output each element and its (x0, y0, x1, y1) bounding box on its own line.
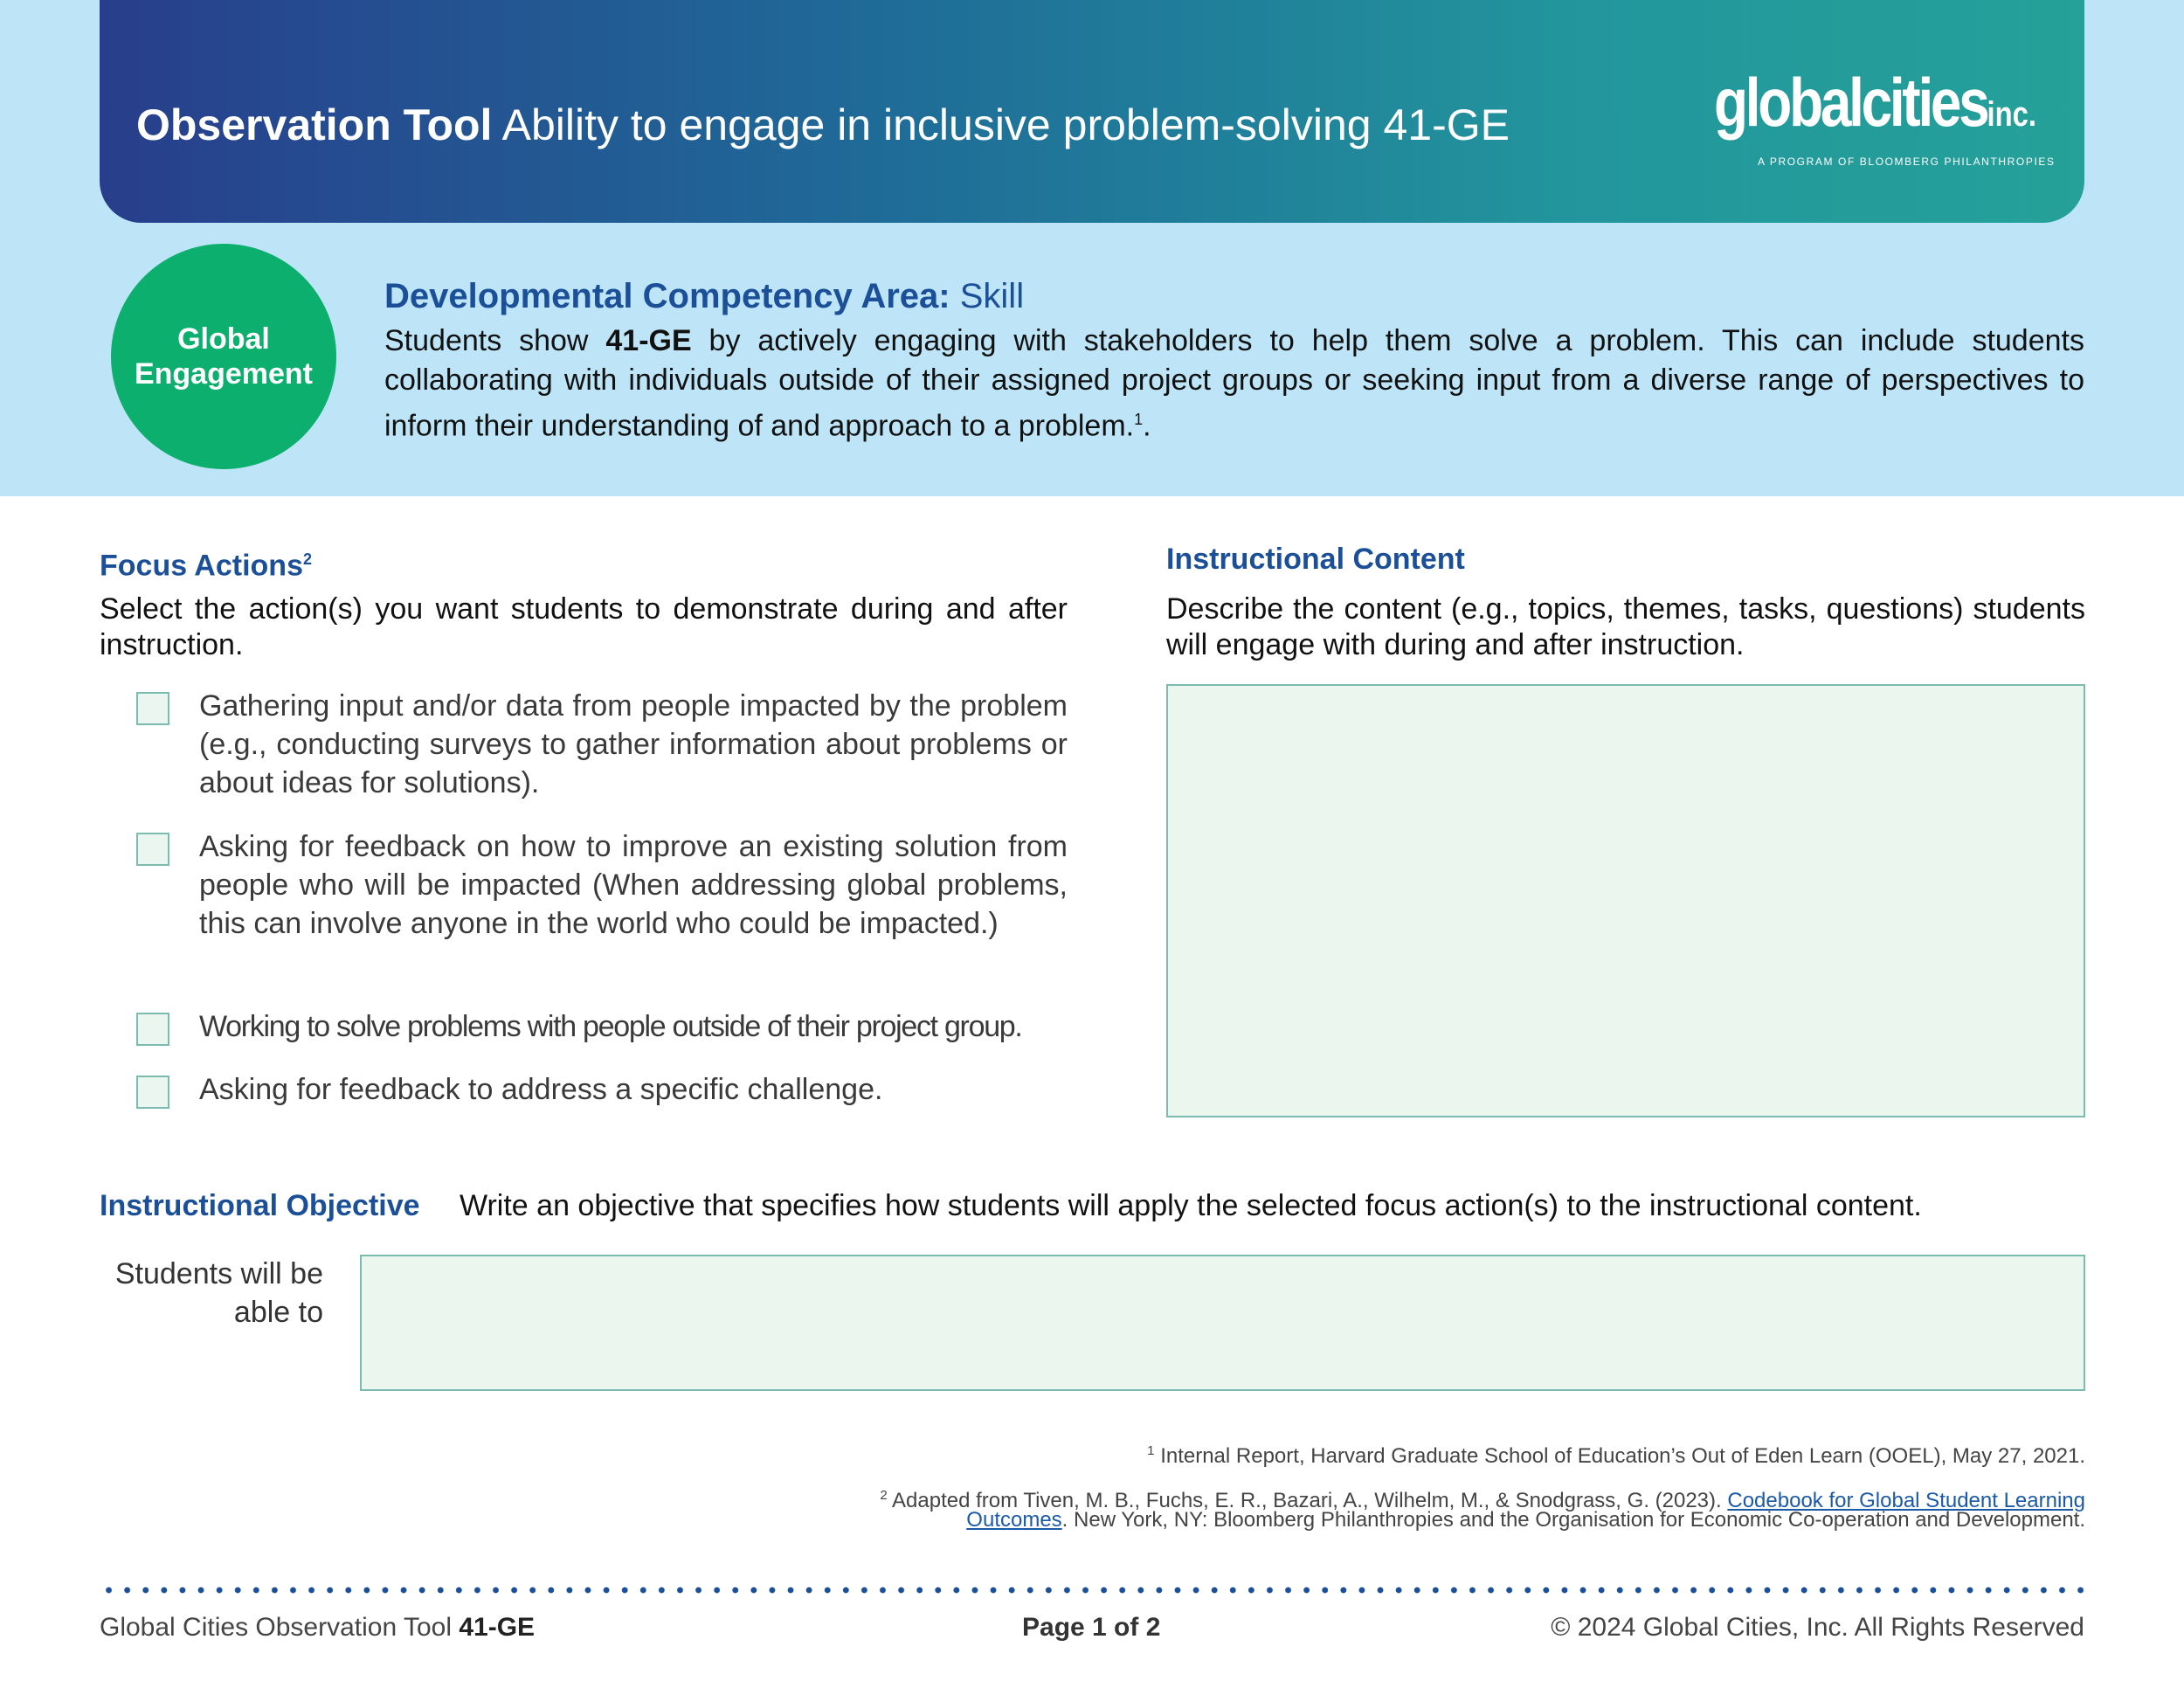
desc-pre: Students show (384, 324, 606, 357)
footer-doc-code: 41-GE (459, 1613, 536, 1642)
footnote-1 (1147, 1438, 2085, 1470)
logo-tagline: A PROGRAM OF BLOOMBERG PHILANTHROPIES (1758, 156, 2056, 168)
footnote-1-number: 1 (1147, 1443, 1155, 1458)
focus-actions-instruction: Select the action(s) you want students to demonstrate during and after instruction. (100, 592, 1068, 661)
instructional-content-instruction: Describe the content (e.g., topics, themes, tasks, questions) students will engage with during and after instruction. (1166, 592, 2085, 661)
page-number: Page 1 of 2 (1022, 1613, 1161, 1642)
focus-action-label: Asking for feedback on how to improve an existing solution from people who will be impacted (When addressing global problems, this can involve anyone in the world who could be impacted.) (199, 830, 1068, 940)
checkbox[interactable] (136, 1076, 169, 1109)
checkbox[interactable] (136, 833, 169, 866)
logo-word: globalcities (1714, 64, 1987, 141)
focus-action-label: Asking for feedback to address a specific challenge. (199, 1073, 883, 1106)
instructional-objective-prompt: Write an objective that specifies how students will apply the selected focus action(s) to the instructional content. (460, 1189, 1922, 1222)
copyright-notice: © 2024 Global Cities, Inc. All Rights Reserved (1551, 1613, 2084, 1642)
focus-action-label: Gathering input and/or data from people impacted by the problem (e.g., conducting surveys to gather information about problems or about ideas for solutions). (199, 689, 1068, 799)
instructional-objective-input[interactable] (360, 1255, 2085, 1391)
footer-doc-title: Global Cities Observation Tool (100, 1613, 452, 1642)
badge-label: Global Engagement (134, 322, 314, 391)
footnote-ref-1[interactable]: 1 (1134, 411, 1144, 428)
global-cities-logo (1714, 54, 2056, 176)
students-will-label: Students will be able to (114, 1257, 323, 1329)
desc-code: 41-GE (605, 324, 692, 357)
codebook-link[interactable]: Codebook for Global Student Learning (1727, 1489, 2085, 1512)
page-title (136, 94, 1510, 156)
competency-description (384, 322, 2084, 446)
footer-document-name (100, 1610, 535, 1645)
focus-actions-title (100, 540, 312, 585)
codebook-link-continued[interactable]: Outcomes (966, 1508, 1062, 1532)
checkbox[interactable] (136, 1013, 169, 1046)
footnote-ref-2[interactable]: 2 (303, 550, 313, 568)
desc-end: . (1143, 409, 1151, 443)
dotted-divider (100, 1587, 2084, 1594)
instructional-objective-title: Instructional Objective (100, 1189, 420, 1222)
title-subtitle: Ability to engage in inclusive problem-solving 41-GE (501, 100, 1510, 149)
footnote-2-publisher: . New York, NY: Bloomberg Philanthropies and the Organisation for Economic Co-operation and Development. (1061, 1508, 2085, 1532)
instructional-content-input[interactable] (1166, 684, 2085, 1117)
title-bold: Observation Tool (136, 100, 493, 149)
desc-post: by actively engaging with stakeholders to help them solve a problem. This can include students collaborating with individuals outside of their assigned project groups or seeking input from a diverse range of perspectives to inform their understanding of and approach to a problem. (384, 324, 2084, 443)
global-engagement-badge (111, 244, 336, 469)
focus-action-label: Working to solve problems with people outside of their project group. (199, 1010, 1022, 1043)
footnote-1-text: Internal Report, Harvard Graduate School of Education’s Out of Eden Learn (OOEL), May 27, 2021. (1160, 1444, 2085, 1468)
footnote-2-line-2 (966, 1507, 2085, 1533)
focus-actions-title-text: Focus Actions (100, 549, 303, 583)
logo-suffix: inc. (1987, 95, 2037, 134)
checkbox[interactable] (136, 692, 169, 725)
footnote-2-text: Adapted from Tiven, M. B., Fuchs, E. R., Bazari, A., Wilhelm, M., & Snodgrass, G. (2023). (892, 1489, 1722, 1512)
competency-heading-label: Developmental Competency Area: (384, 277, 950, 315)
competency-heading (384, 273, 1024, 320)
instructional-content-title: Instructional Content (1166, 543, 1465, 576)
competency-heading-value: Skill (959, 277, 1025, 315)
footnote-2-number: 2 (880, 1488, 888, 1503)
